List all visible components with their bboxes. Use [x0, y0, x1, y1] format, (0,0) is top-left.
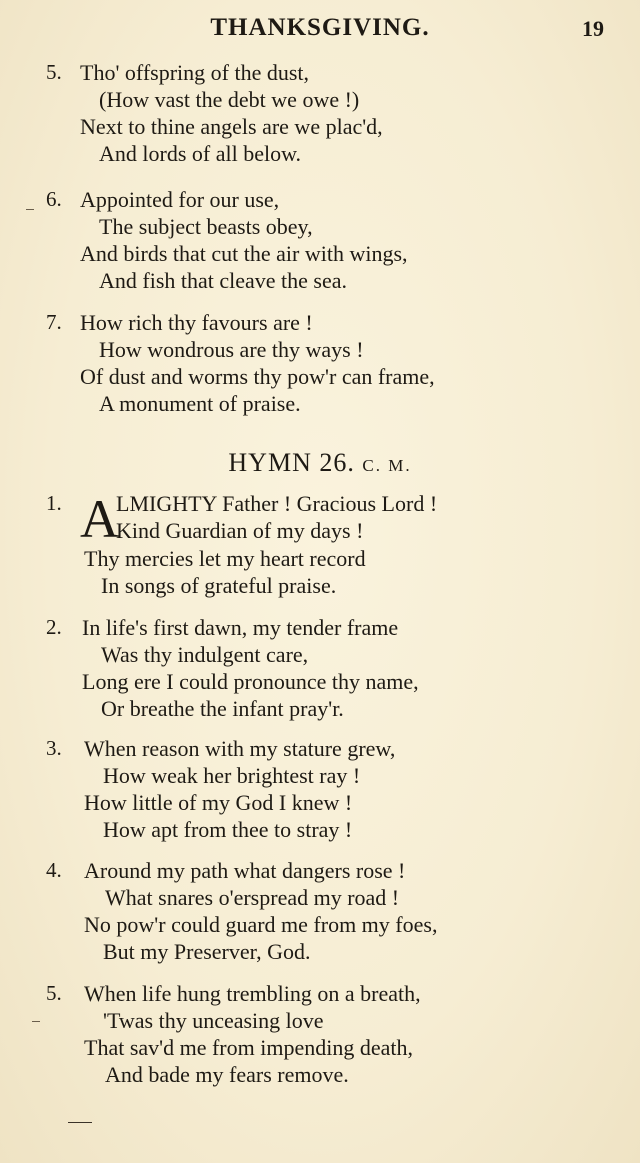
verse-line: And fish that cleave the sea.	[99, 268, 348, 293]
verse-line: No pow'r could guard me from my foes,	[84, 912, 438, 937]
verse-line: A monument of praise.	[99, 391, 301, 416]
verse-line: Of dust and worms thy pow'r can frame,	[80, 364, 435, 389]
verse-line: How wondrous are thy ways !	[99, 337, 364, 362]
drop-cap: A	[80, 489, 119, 549]
verse-line: Tho' offspring of the dust,	[80, 60, 310, 85]
verse-line: How apt from thee to stray !	[103, 817, 353, 842]
verse-number: 2.	[46, 615, 62, 639]
verse-line: What snares o'erspread my road !	[105, 885, 400, 910]
running-header: THANKSGIVING.	[210, 14, 430, 41]
page-number: 19	[582, 16, 604, 41]
hymn-number: HYMN 26.	[228, 448, 355, 477]
verse-line: Appointed for our use,	[80, 187, 280, 212]
verse-line: LMIGHTY Father ! Gracious Lord !	[116, 491, 438, 516]
verse-line: The subject beasts obey,	[99, 214, 313, 239]
verse-line: Kind Guardian of my days !	[116, 518, 364, 543]
verse-line: When reason with my stature grew,	[84, 736, 396, 761]
verse-line: Next to thine angels are we plac'd,	[80, 114, 383, 139]
verse-line: 'Twas thy unceasing love	[103, 1008, 324, 1033]
verse-line: When life hung trembling on a breath,	[84, 981, 421, 1006]
verse-line: In life's first dawn, my tender frame	[82, 615, 399, 640]
footer-rule	[68, 1122, 92, 1123]
verse-number: 3.	[46, 736, 62, 760]
verse-number: 5.	[46, 981, 62, 1005]
hymn-title	[0, 448, 640, 478]
verse-line: Or breathe the infant pray'r.	[101, 696, 344, 721]
verse-line: And bade my fears remove.	[105, 1062, 349, 1087]
verse-number: 4.	[46, 858, 62, 882]
verse-number: 5.	[46, 60, 62, 84]
verse-line: Around my path what dangers rose !	[84, 858, 406, 883]
margin-mark	[32, 1021, 40, 1022]
verse-line: Was thy indulgent care,	[101, 642, 309, 667]
verse-line: How rich thy favours are !	[80, 310, 313, 335]
verse-number: 1.	[46, 491, 62, 515]
hymn-meter: C. M.	[362, 456, 412, 475]
verse-number: 7.	[46, 310, 62, 334]
margin-mark	[26, 209, 34, 210]
verse-line: In songs of grateful praise.	[101, 573, 337, 598]
verse-line: (How vast the debt we owe !)	[99, 87, 360, 112]
verse-line: Thy mercies let my heart record	[84, 546, 366, 571]
verse-line: And birds that cut the air with wings,	[80, 241, 408, 266]
verse-line: Long ere I could pronounce thy name,	[82, 669, 419, 694]
verse-line: How weak her brightest ray !	[103, 763, 361, 788]
verse-line: How little of my God I knew !	[84, 790, 353, 815]
verse-number: 6.	[46, 187, 62, 211]
verse-line: And lords of all below.	[99, 141, 302, 166]
verse-line: That sav'd me from impending death,	[84, 1035, 413, 1060]
verse-line: But my Preserver, God.	[103, 939, 311, 964]
